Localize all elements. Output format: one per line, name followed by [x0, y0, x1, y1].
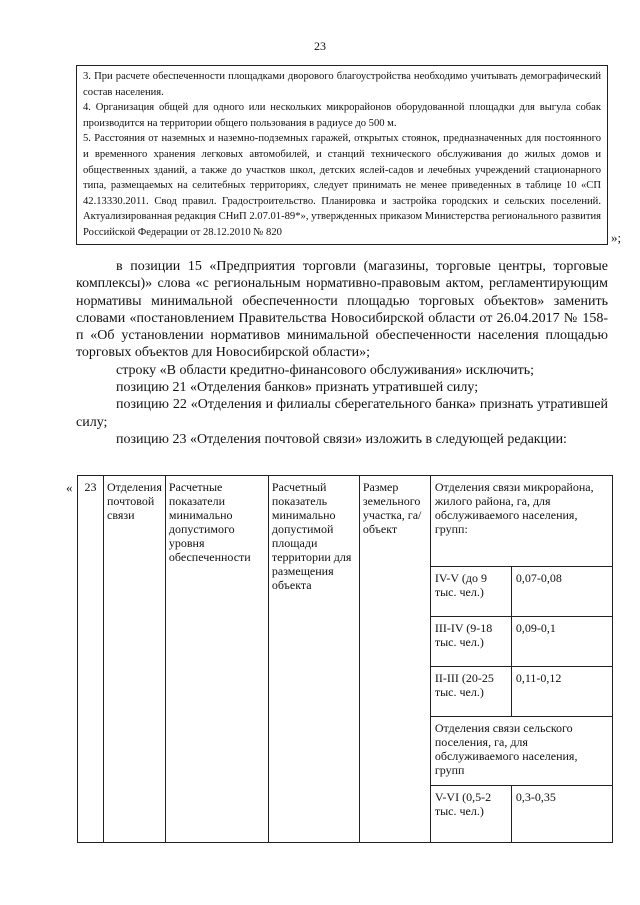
postal-norms-table	[77, 475, 613, 843]
cell-plot-size: Размер земельного участка, га/объект	[359, 476, 430, 843]
table-row	[431, 617, 612, 667]
group-value: 0,09-0,1	[511, 617, 612, 667]
table-row	[431, 476, 612, 567]
cell-object-name: Отделения почтовой связи	[104, 476, 166, 843]
rural-header: Отделения связи сельского поселения, га, для обслуживаемого населения, групп	[431, 717, 612, 786]
opening-quote: «	[66, 480, 73, 495]
note-5: 5. Расстояния от наземных и наземно-подземных гаражей, открытых стоянок, предназначенных для постоянного и временного хранения легковых автомобилей, и станций технического обслуживания до жилых домов и общественных зданий, а также до участков школ, детских яслей-садов и лечебных учреждений стационарного типа, размещаемых на селитебных территориях, следует принимать не менее приведенных в таблице 10 «СП 42.13330.2011. Свод правил. Градостроительство. Планировка и застройка городских и сельских поселений. Актуализированная редакция СНиП 2.07.01-89*», утвержденных приказом Министерства регионального развития Российской Федерации от 28.12.2010 № 820	[83, 133, 601, 238]
cell-indicator-area: Расчетный показатель минимально допустимой площади территории для размещения объекта	[268, 476, 359, 843]
group-label: II-III (20-25 тыс. чел.)	[431, 667, 512, 717]
table-row	[431, 567, 612, 617]
table-row	[78, 476, 613, 843]
groups-subtable	[431, 476, 612, 842]
note-4: 4. Организация общей для одного или нескольких микрорайонов оборудованной площадки для выгула собак производится на территории общего пользования в радиусе до 500 м.	[83, 102, 601, 129]
paragraph-credit-line: строку «В области кредитно-финансового обслуживания» исключить;	[116, 362, 535, 378]
group-value: 0,11-0,12	[511, 667, 612, 717]
page-number: 23	[314, 39, 326, 53]
cell-indicator-level: Расчетные показатели минимально допустимого уровня обеспеченности	[165, 476, 268, 843]
cell-position-number: 23	[78, 476, 104, 843]
note-3: 3. При расчете обеспеченности площадками дворового благоустройства необходимо учитывать демографический состав населения.	[83, 71, 601, 98]
table-notes-box	[76, 65, 608, 245]
paragraph-position-21: позицию 21 «Отделения банков» признать утратившей силу;	[116, 380, 479, 396]
paragraph-position-23: позицию 23 «Отделения почтовой связи» изложить в следующей редакции:	[116, 431, 567, 447]
table-row	[431, 717, 612, 786]
amendment-text	[76, 258, 608, 448]
table-row	[431, 786, 612, 843]
group-value: 0,3-0,35	[511, 786, 612, 843]
paragraph-position-15: в позиции 15 «Предприятия торговли (магазины, торговые центры, торговые комплексы)» слова «с региональным нормативно-правовым актом, регламентирующим нормативы минимальной обеспеченности площадью торговых объектов» заменить словами «постановлением Правительства Новосибирской области от 26.04.2017 № 158-п «Об установлении нормативов минимальной обеспеченности населения площадью торговых объектов для Новосибирской области»;	[76, 259, 608, 361]
closing-quote: »;	[611, 230, 622, 245]
group-label: III-IV (9-18 тыс. чел.)	[431, 617, 512, 667]
group-value: 0,07-0,08	[511, 567, 612, 617]
paragraph-position-22: позицию 22 «Отделения и филиалы сберегательного банка» признать утратившей силу;	[76, 397, 608, 430]
group-label: IV-V (до 9 тыс. чел.)	[431, 567, 512, 617]
group-label: V-VI (0,5-2 тыс. чел.)	[431, 786, 512, 843]
cell-groups	[430, 476, 612, 843]
table-row	[431, 667, 612, 717]
urban-header: Отделения связи микрорайона, жилого района, га, для обслуживаемого населения, групп:	[431, 476, 612, 567]
